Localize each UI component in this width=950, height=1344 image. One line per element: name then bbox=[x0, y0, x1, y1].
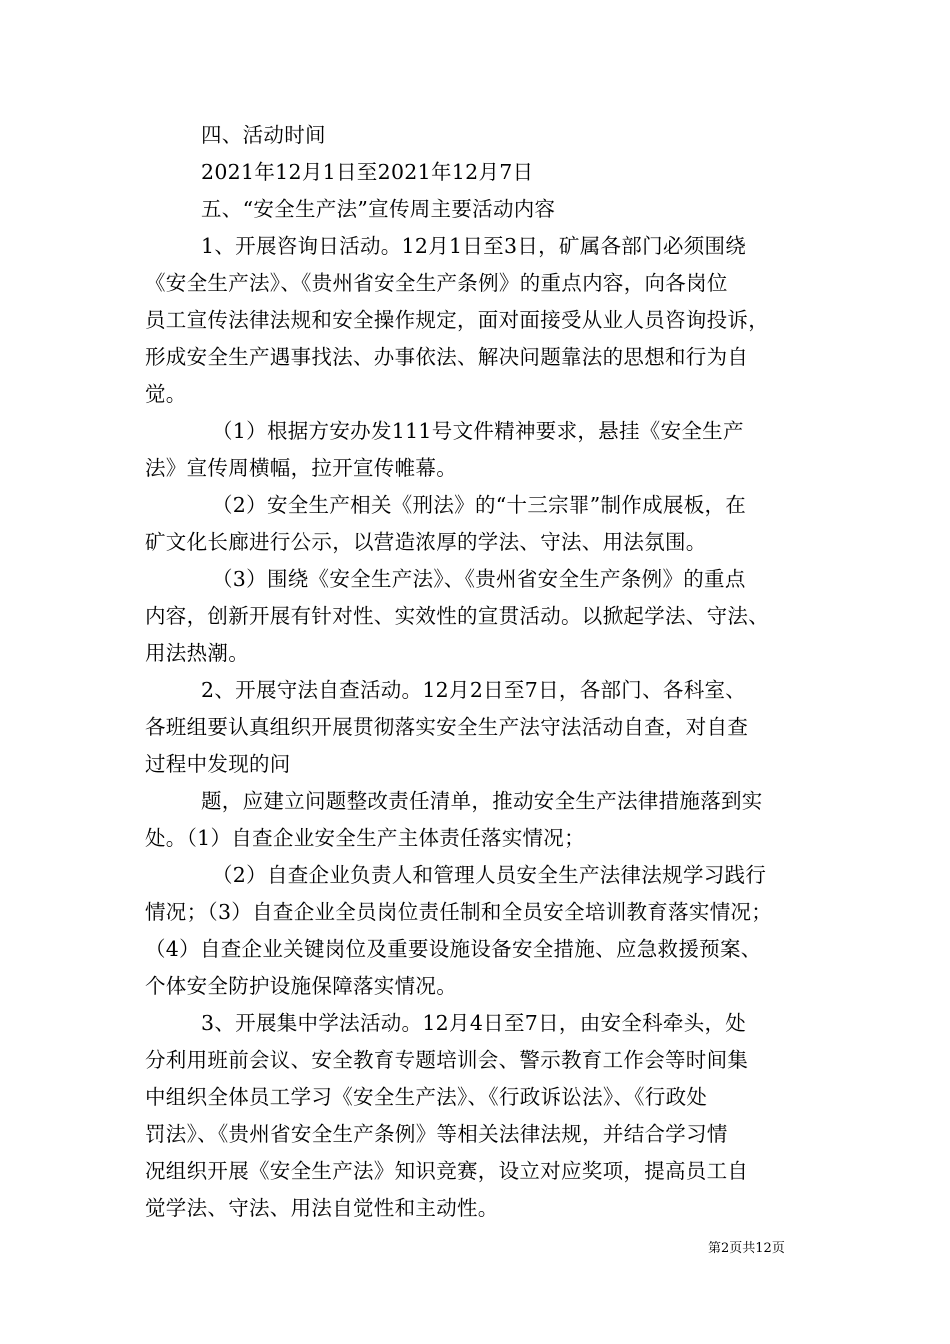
text-line: 矿文化长廊进行公示，以营造浓厚的学法、守法、用法氛围。 bbox=[145, 530, 707, 554]
text-line: 分利用班前会议、安全教育专题培训会、警示教育工作会等时间集 bbox=[145, 1048, 749, 1072]
page-number: 第2页共12页 bbox=[708, 1241, 785, 1256]
text-line: （1）根据方安办发111号文件精神要求，悬挂《安全生产 bbox=[212, 419, 744, 443]
text-line: 员工宣传法律法规和安全操作规定，面对面接受从业人员咨询投诉， bbox=[145, 308, 769, 332]
text-line: 个体安全防护设施保障落实情况。 bbox=[145, 974, 457, 998]
text-line: 3、开展集中学法活动。12月4日至7日，由安全科牵头，处 bbox=[201, 1011, 747, 1035]
text-line: 2021年12月1日至2021年12月7日 bbox=[201, 160, 534, 184]
text-line: 情况；（3）自查企业全员岗位责任制和全员安全培训教育落实情况； bbox=[145, 900, 773, 924]
text-line: 题，应建立问题整改责任清单，推动安全生产法律措施落到实 bbox=[201, 789, 763, 813]
text-line: 法》宣传周横幅，拉开宣传帷幕。 bbox=[145, 456, 457, 480]
text-line: 内容，创新开展有针对性、实效性的宣贯活动。以掀起学法、守法、 bbox=[145, 604, 769, 628]
text-line: 形成安全生产遇事找法、办事依法、解决问题靠法的思想和行为自 bbox=[145, 345, 749, 369]
text-line: 用法热潮。 bbox=[145, 641, 249, 665]
text-line: 处。（1）自查企业安全生产主体责任落实情况； bbox=[145, 826, 585, 850]
text-line: 况组织开展《安全生产法》知识竞赛，设立对应奖项，提高员工自 bbox=[145, 1159, 749, 1183]
text-line: （2）自查企业负责人和管理人员安全生产法律法规学习践行 bbox=[212, 863, 767, 887]
text-line: 觉。 bbox=[145, 382, 187, 406]
text-line: （3）围绕《安全生产法》、《贵州省安全生产条例》的重点 bbox=[212, 567, 746, 591]
text-line: （2）安全生产相关《刑法》的“十三宗罪”制作成展板，在 bbox=[212, 493, 747, 517]
text-line: 觉学法、守法、用法自觉性和主动性。 bbox=[145, 1196, 499, 1220]
text-line: （4）自查企业关键岗位及重要设施设备安全措施、应急救援预案、 bbox=[145, 937, 762, 961]
text-line: 各班组要认真组织开展贯彻落实安全生产法守法活动自查，对自查 bbox=[145, 715, 749, 739]
text-line: 五、“安全生产法”宣传周主要活动内容 bbox=[201, 197, 556, 221]
text-line: 《安全生产法》、《贵州省安全生产条例》的重点内容，向各岗位 bbox=[145, 271, 728, 295]
text-line: 四、活动时间 bbox=[201, 123, 326, 147]
text-line: 中组织全体员工学习《安全生产法》、《行政诉讼法》、《行政处 bbox=[145, 1085, 708, 1109]
text-line: 1、开展咨询日活动。12月1日至3日，矿属各部门必须围绕 bbox=[201, 234, 747, 258]
text-line: 罚法》、《贵州省安全生产条例》等相关法律法规，并结合学习情 bbox=[145, 1122, 728, 1146]
text-line: 2、开展守法自查活动。12月2日至7日，各部门、各科室、 bbox=[201, 678, 747, 702]
text-line: 过程中发现的问 bbox=[145, 752, 291, 776]
